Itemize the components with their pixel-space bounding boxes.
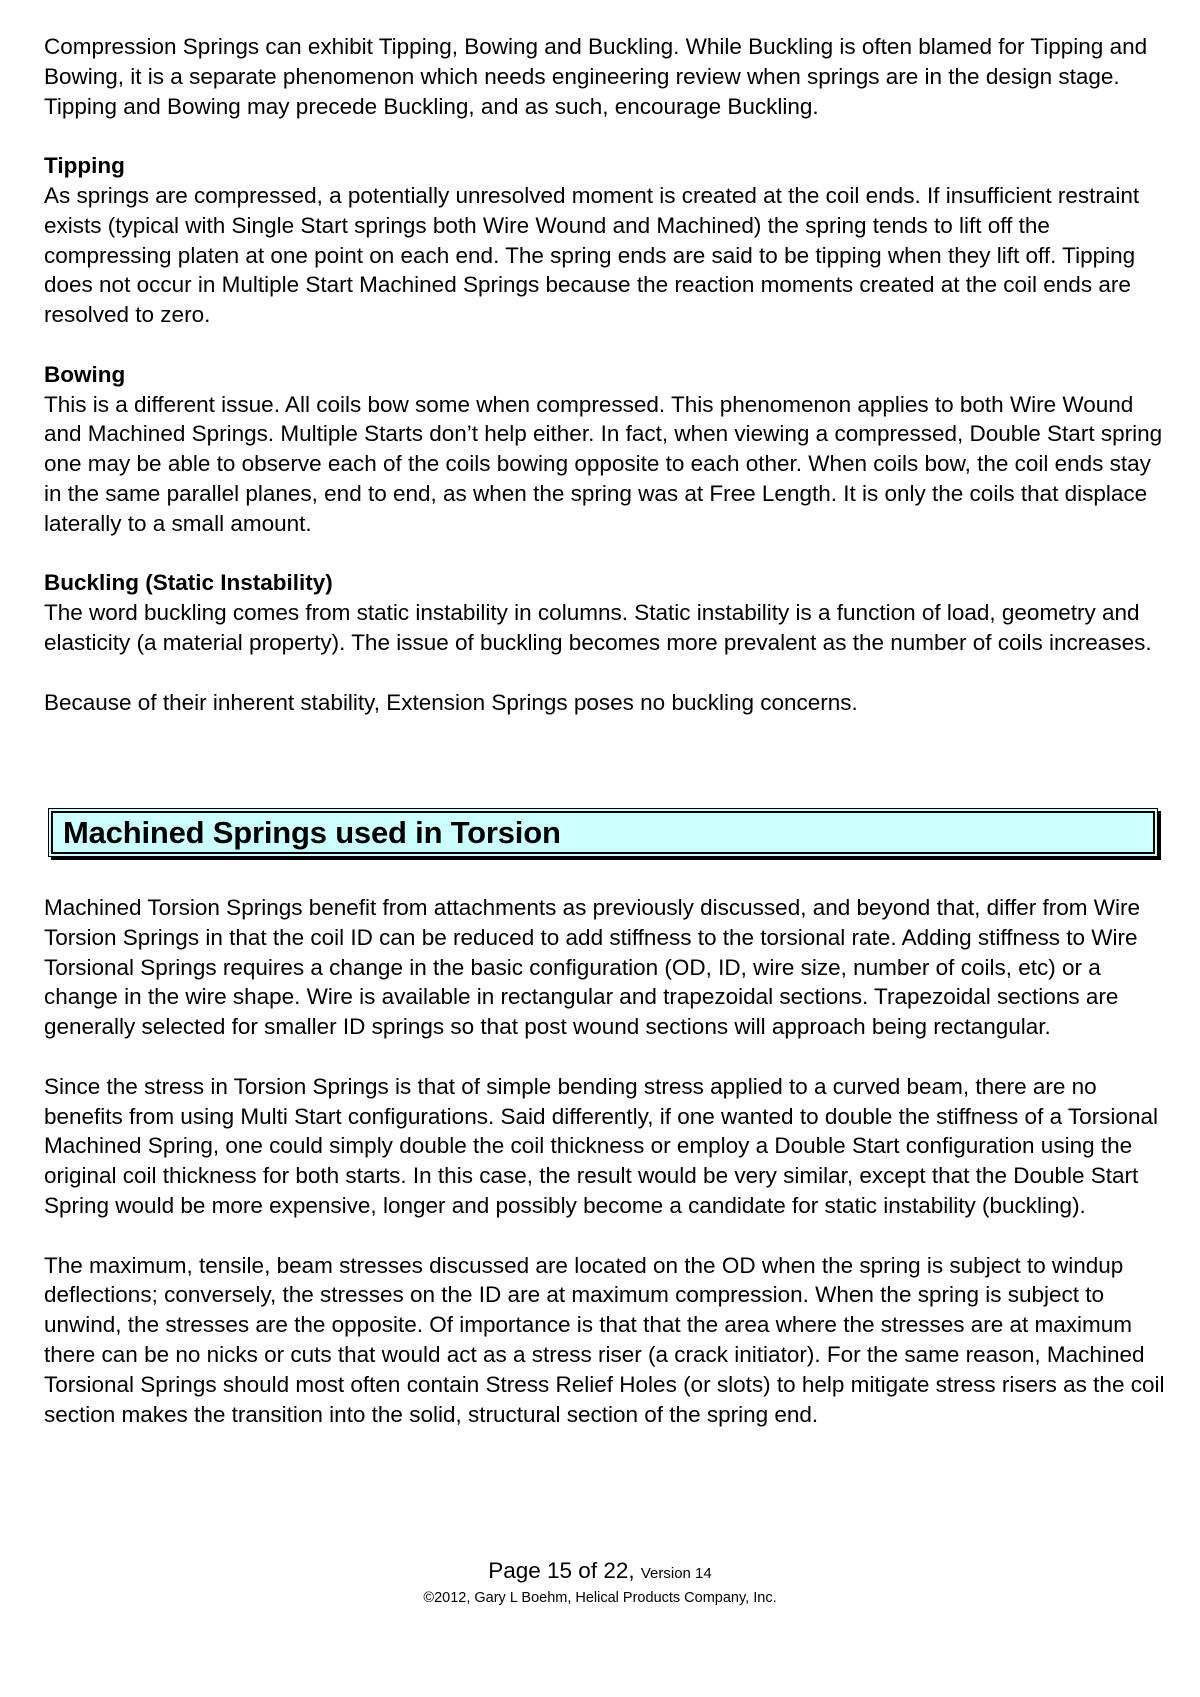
- page-number: [0, 1557, 1200, 1588]
- buckling-paragraph: The word buckling comes from static instability in columns. Static instability is a function of load, geometry and elasticity (a material property). The issue of buckling becomes more prevalent as the number of coils increases.: [44, 600, 1152, 655]
- bowing-paragraph: This is a different issue. All coils bow some when compressed. This phenomenon applies to both Wire Wound and Machined Springs. Multiple Starts don’t help either. In fact, when viewing a compressed, Double Start spring one may be able to observe each of the coils bowing opposite to each other. When coils bow, the coil ends stay in the same parallel planes, end to end, as when the spring was at Free Length. It is only the coils that displace laterally to a small amount.: [44, 391, 1163, 536]
- document-body: [44, 32, 1169, 717]
- extension-springs-note: Because of their inherent stability, Extension Springs poses no buckling concerns.: [44, 689, 858, 715]
- torsion-paragraph-2: Since the stress in Torsion Springs is that of simple bending stress applied to a curved beam, there are no benefits from using Multi Start configurations. Said differently, if one wanted to double the stiffness of a Torsional Machined Spring, one could simply double the coil thickness or employ a Double Start configuration using the original coil thickness for both starts. In this case, the result would be very similar, except that the Double Start Spring would be more expensive, longer and possibly become a candidate for static instability (buckling).: [44, 1073, 1158, 1218]
- page-number-text: Page 15 of 22,: [488, 1558, 641, 1583]
- torsion-section: [44, 893, 1169, 1429]
- page-footer: [0, 1557, 1200, 1608]
- buckling-heading: Buckling (Static Instability): [44, 570, 333, 596]
- bowing-heading: Bowing: [44, 361, 126, 387]
- tipping-paragraph: As springs are compressed, a potentially unresolved moment is created at the coil ends. If insufficient restraint exists (typical with Single Start springs both Wire Wound and Machined) the spring tends to lift off the compressing platen at one point on each end. The spring ends are said to be tipping when they lift off. Tipping does not occur in Multiple Start Machined Springs because the reaction moments created at the coil ends are resolved to zero.: [44, 182, 1140, 328]
- version-label: Version 14: [640, 1565, 712, 1582]
- section-header-box: [48, 808, 1158, 857]
- copyright-notice: ©2012, Gary L Boehm, Helical Products Company, Inc.: [423, 1590, 777, 1606]
- torsion-paragraph-3: The maximum, tensile, beam stresses discussed are located on the OD when the spring is subject to windup deflections; conversely, the stresses on the ID are at maximum compression. When the spring is subject to unwind, the stresses are the opposite. Of importance is that that the area where the stresses are at maximum there can be no nicks or cuts that would act as a stress riser (a crack initiator). For the same reason, Machined Torsional Springs should most often contain Stress Relief Holes (or slots) to help mitigate stress risers as the coil section makes the transition into the solid, structural section of the spring end.: [44, 1252, 1165, 1427]
- torsion-paragraph-1: Machined Torsion Springs benefit from attachments as previously discussed, and beyond that, differ from Wire Torsion Springs in that the coil ID can be reduced to add stiffness to the torsional rate. Adding stiffness to Wire Torsional Springs requires a change in the basic configuration (OD, ID, wire size, number of coils, etc) or a change in the wire shape. Wire is available in rectangular and trapezoidal sections. Trapezoidal sections are generally selected for smaller ID springs so that post wound sections will approach being rectangular.: [44, 895, 1140, 1040]
- intro-paragraph: Compression Springs can exhibit Tipping, Bowing and Buckling. While Buckling is often blamed for Tipping and Bowing, it is a separate phenomenon which needs engineering review when springs are in the design stage. Tipping and Bowing may precede Buckling, and as such, encourage Buckling.: [44, 34, 1148, 119]
- tipping-heading: Tipping: [44, 153, 125, 179]
- section-title: Machined Springs used in Torsion: [63, 815, 561, 850]
